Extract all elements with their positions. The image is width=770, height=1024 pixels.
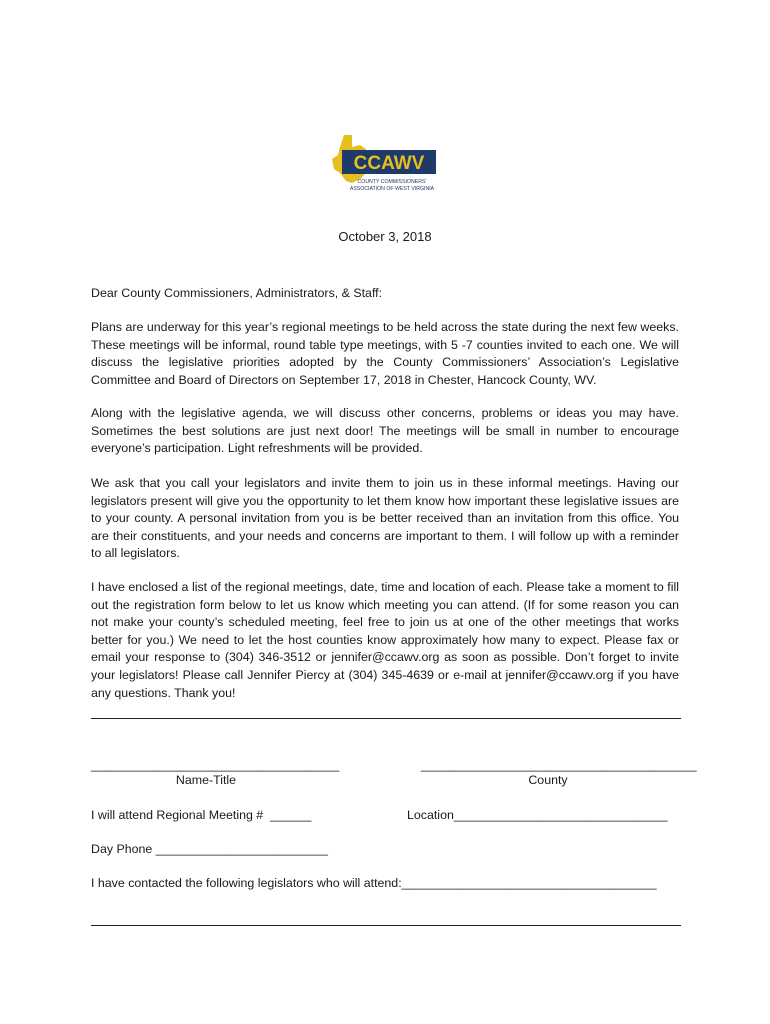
logo-text: CCAWV bbox=[353, 153, 425, 174]
county-line[interactable]: ________________________________________ bbox=[421, 758, 697, 772]
name-title-line[interactable]: ____________________________________ bbox=[91, 758, 340, 772]
name-title-label: Name-Title bbox=[175, 773, 237, 787]
legislators-field[interactable]: I have contacted the following legislators who will attend:_____________________________________ bbox=[91, 876, 657, 890]
logo-subtitle-line2: ASSOCIATION OF WEST VIRGINIA bbox=[349, 186, 435, 192]
regional-meeting-field[interactable]: I will attend Regional Meeting # ______ bbox=[91, 808, 312, 822]
paragraph-agenda: Along with the legislative agenda, we will discuss other concerns, problems or ideas you may have. Sometimes the best solutions are just next door! The meetings will be small in number to encourage everyone’s participation. Light refreshments will be provided. bbox=[91, 406, 679, 456]
day-phone-field[interactable]: Day Phone _________________________ bbox=[91, 842, 329, 856]
county-label: County bbox=[528, 773, 568, 787]
location-field[interactable]: Location_______________________________ bbox=[407, 808, 668, 822]
legislators-line[interactable] bbox=[91, 925, 681, 926]
paragraph-invite: We ask that you call your legislators and invite them to join us in these informal meetings. Having our legislators present will give you the opportunity to let them know how important these legislative issues are to your county. A personal invitation from you is be better received than an invitation from this office. You are their constituents, and your needs and concerns are important to them. I will follow up with a reminder to all legislators. bbox=[91, 476, 679, 561]
salutation: Dear County Commissioners, Administrators, & Staff: bbox=[91, 286, 383, 300]
paragraph-registration: I have enclosed a list of the regional meetings, date, time and location of each. Please take a moment to fill out the registration form below to let us know which meeting you can attend. (If for some reason you can not make your county’s scheduled meeting, feel free to join us at one of the other meetings that works better for you.) We need to let the host counties know approximately how many to expect. Please fax or email your response to (304) 346-3512 or jennifer@ccawv.org as soon as possible. Don’t forget to invite your legislators! Please call Jennifer Piercy at (304) 345-4639 or e-mail at jennifer@ccawv.org if you have any questions. Thank you! bbox=[91, 580, 679, 700]
logo-subtitle-line1: COUNTY COMMISSIONERS' bbox=[357, 179, 427, 185]
letter-date: October 3, 2018 bbox=[338, 229, 432, 244]
divider bbox=[91, 718, 681, 719]
ccawv-logo bbox=[330, 133, 440, 195]
paragraph-meetings: Plans are underway for this year’s regional meetings to be held across the state during the next few weeks. These meetings will be informal, round table type meetings, with 5 -7 counties invited to each one. We will discuss the legislative priorities adopted by the County Commissioners’ Association’s Legislative Committee and Board of Directors on September 17, 2018 in Chester, Hancock County, WV. bbox=[91, 320, 679, 387]
